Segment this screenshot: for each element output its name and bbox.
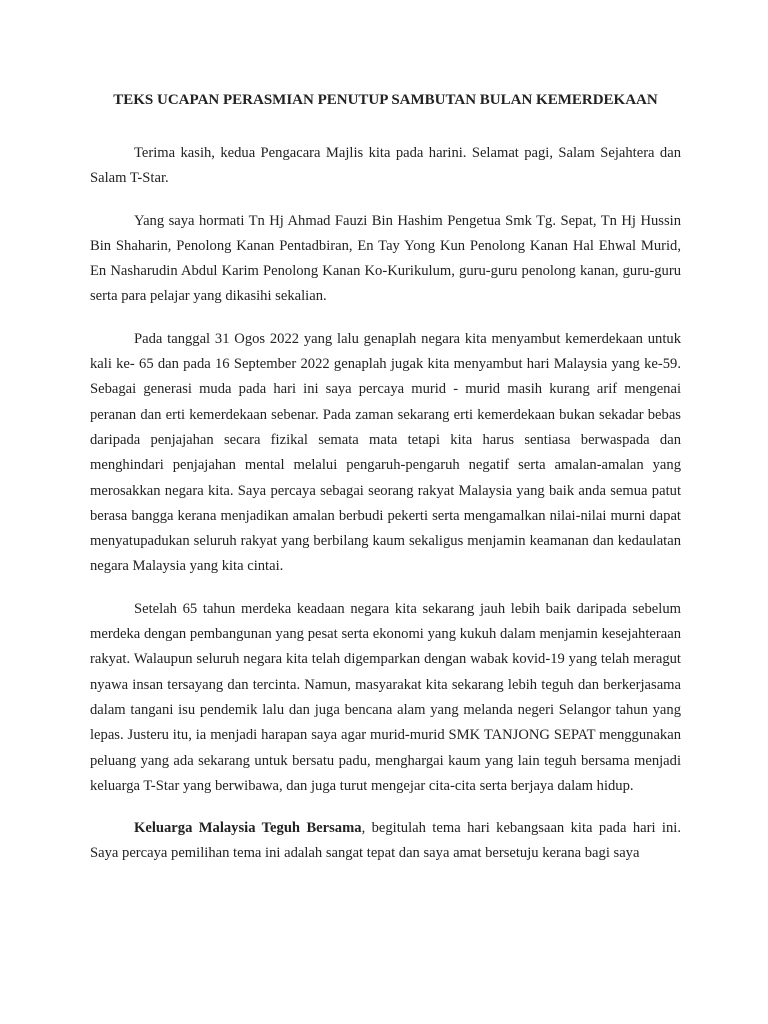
theme-continuation-text: , begitulah tema hari kebangsaan kita pada hari ini. Saya percaya pemilihan tema ini adalah sangat tepat dan saya amat bersetuju kerana bagi saya bbox=[90, 820, 681, 862]
document-title: TEKS UCAPAN PERASMIAN PENUTUP SAMBUTAN BULAN KEMERDEKAAN bbox=[113, 92, 658, 108]
paragraph-independence: Pada tanggal 31 Ogos 2022 yang lalu genaplah negara kita menyambut kemerdekaan untuk kali ke- 65 dan pada 16 September 2022 genaplah jugak kita menyambut hari Malaysia yang ke-59. Sebagai generasi muda pada hari ini saya percaya murid - murid masih kurang arif mengenai peranan dan erti kemerdekaan sebenar. Pada zaman sekarang erti kemerdekaan bukan sekadar bebas daripada penjajahan secara fizikal semata mata tetapi kita harus sentiasa berwaspada dan menghindari penjajahan mental melalui pengaruh-pengaruh negatif serta amalan-amalan yang merosakkan negara kita. Saya percaya sebagai seorang rakyat Malaysia yang baik anda semua patut berasa bangga kerana menjadikan amalan berbudi pekerti serta mengamalkan nilai-nilai murni dapat menyatupadukan seluruh rakyat yang berbilang kaum sekaligus menjamin keamanan dan kedaulatan negara Malaysia yang kita cintai. bbox=[90, 330, 681, 575]
paragraph-salutation: Yang saya hormati Tn Hj Ahmad Fauzi Bin Hashim Pengetua Smk Tg. Sepat, Tn Hj Hussin Bin Shaharin, Penolong Kanan Pentadbiran, En Tay Yong Kun Penolong Kanan Hal Ehwal Murid, En Nasharudin Abdul Karim Penolong Kanan Ko-Kurikulum, guru-guru penolong kanan, guru-guru serta para pelajar yang dikasihi sekalian. bbox=[90, 212, 681, 305]
paragraph-theme bbox=[90, 816, 681, 867]
theme-bold-text: Keluarga Malaysia Teguh Bersama bbox=[134, 820, 362, 837]
paragraph-progress: Setelah 65 tahun merdeka keadaan negara kita sekarang jauh lebih baik daripada sebelum merdeka dengan pembangunan yang pesat serta ekonomi yang kukuh dalam menjamin kesejahteraan rakyat. Walaupun seluruh negara kita telah digemparkan dengan wabak kovid-19 yang telah meragut nyawa insan tersayang dan tercinta. Namun, masyarakat kita sekarang lebih teguh dan berkerjasama dalam tangani isu pendemik lalu dan juga bencana alam yang melanda negeri Selangor tahun yang lepas. Justeru itu, ia menjadi harapan saya agar murid-murid SMK TANJONG SEPAT menggunakan peluang yang ada sekarang untuk bersatu padu, menghargai kaum yang lain teguh bersama menjadi keluarga T-Star yang berwibawa, dan juga turut mengejar cita-cita serta berjaya dalam hidup. bbox=[90, 600, 681, 794]
paragraph-greeting: Terima kasih, kedua Pengacara Majlis kita pada harini. Selamat pagi, Salam Sejahtera dan Salam T-Star. bbox=[90, 145, 681, 187]
document-page bbox=[90, 92, 681, 884]
